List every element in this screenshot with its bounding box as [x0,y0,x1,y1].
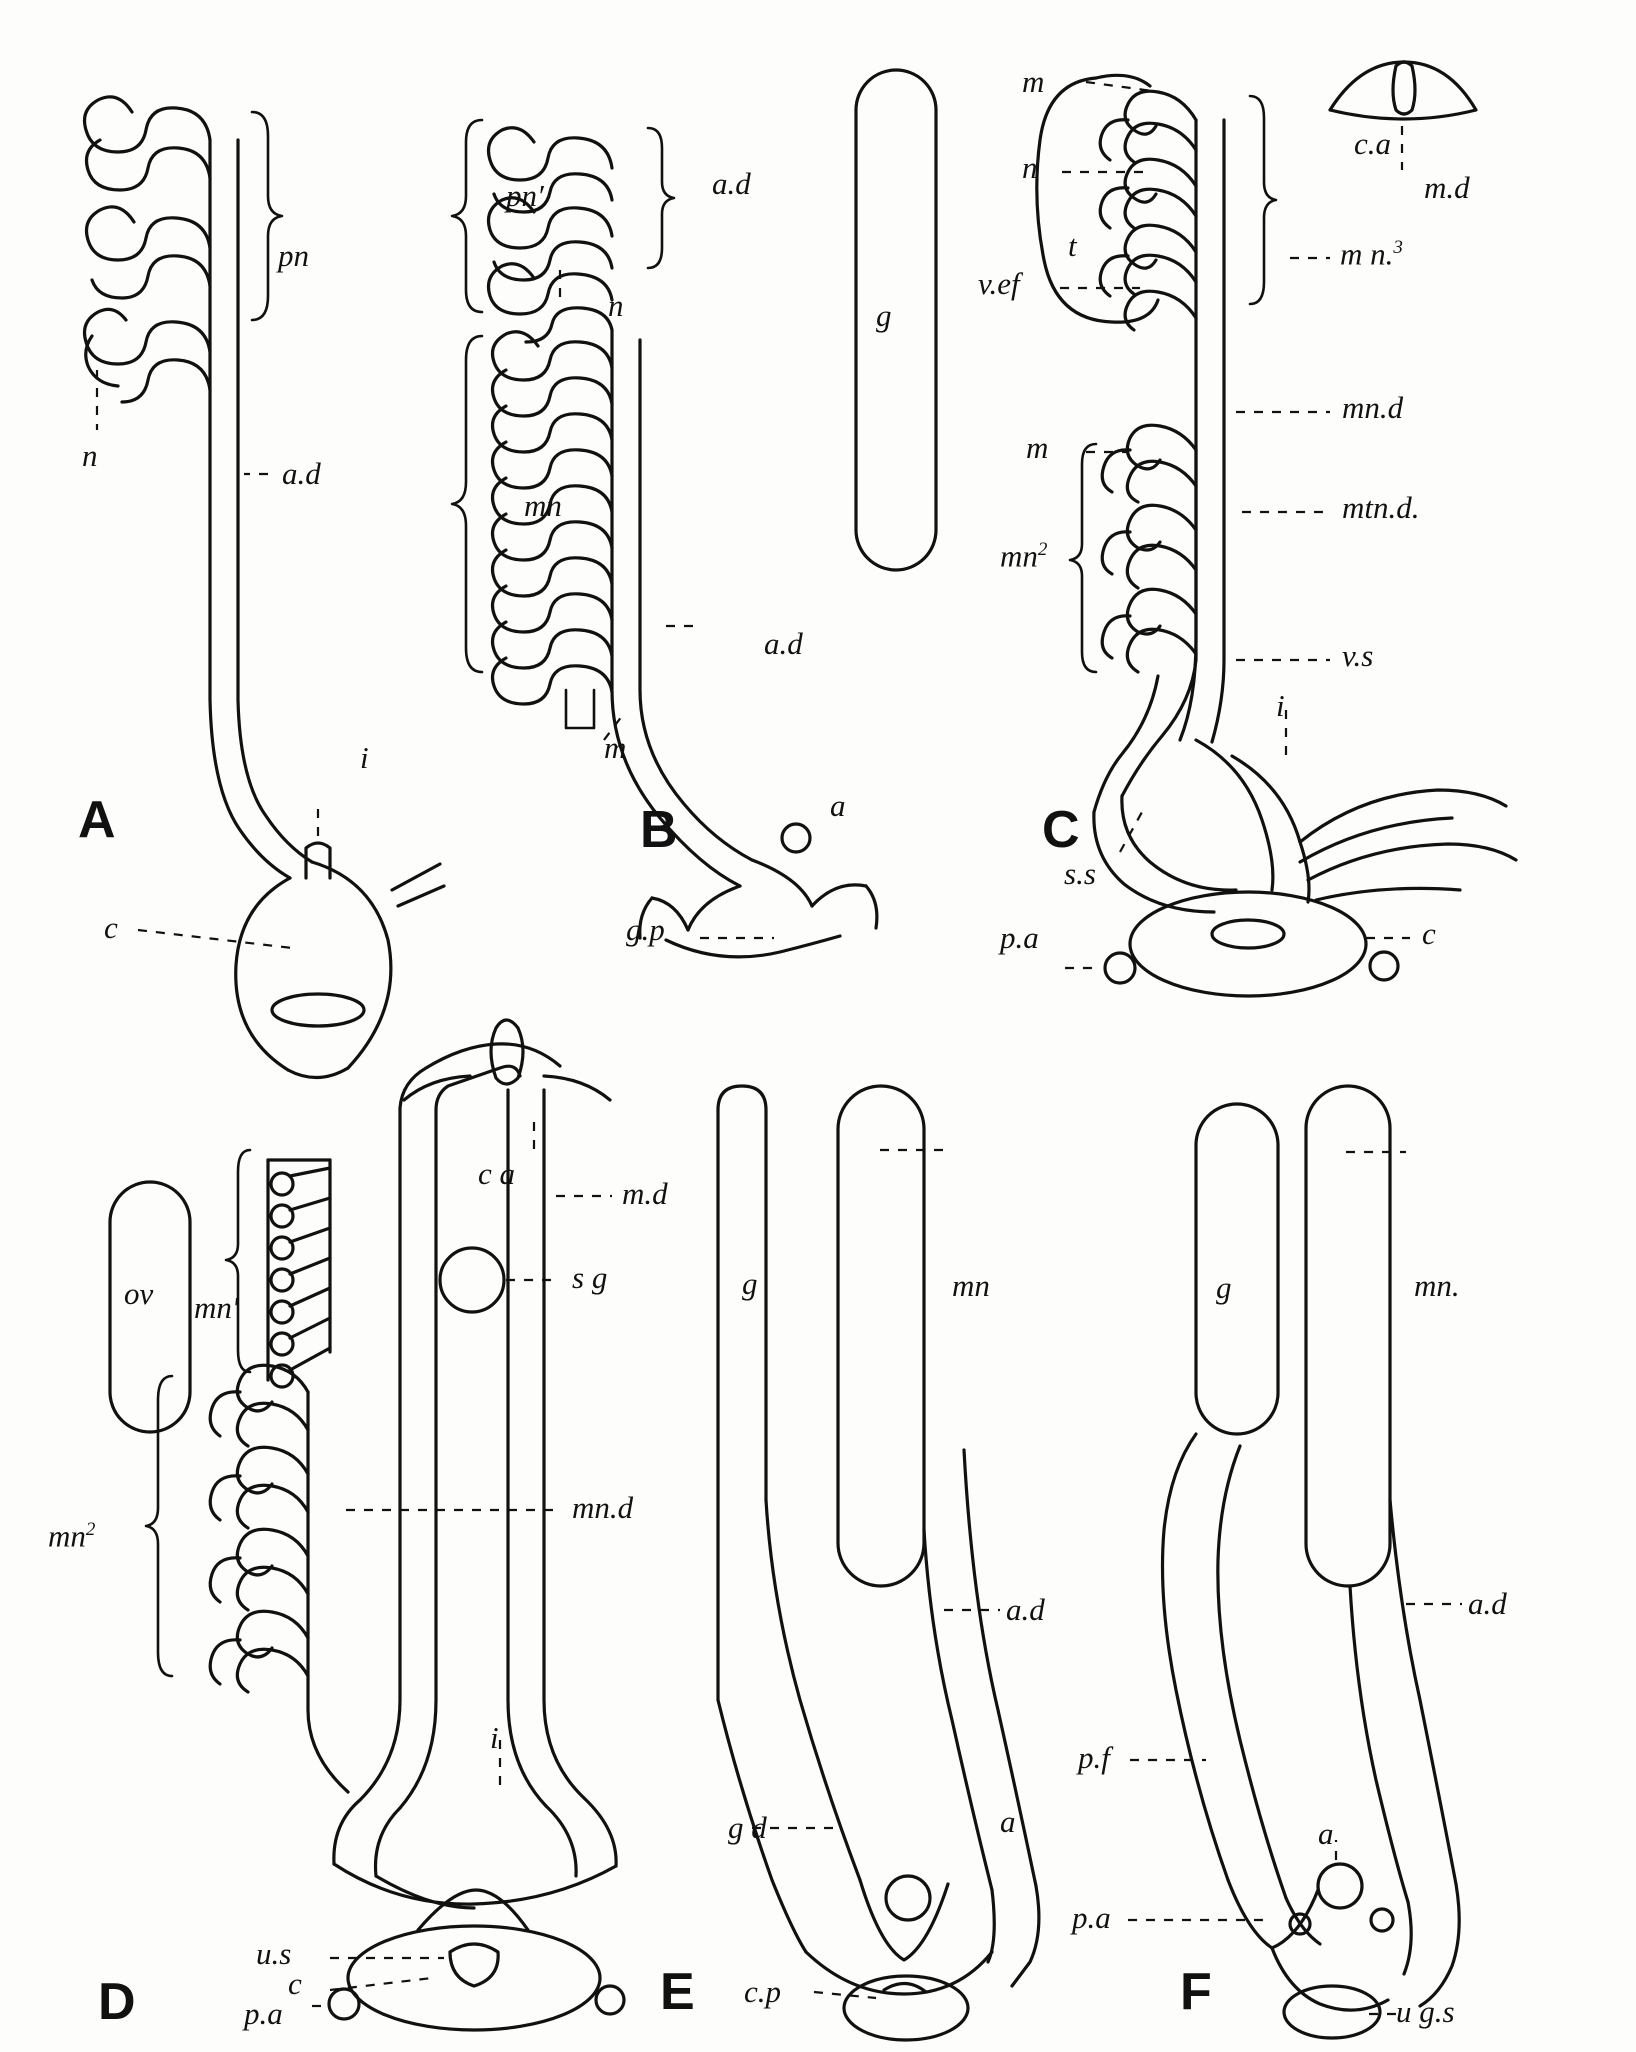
label-c-ca: c.a [1354,126,1392,161]
label-c-m-lower: m [1026,430,1049,465]
label-c-t: t [1068,228,1077,263]
label-c-mtnd: mtn.d. [1342,490,1420,525]
panel-a-drawing [85,97,445,1092]
label-a-i: i [360,740,369,775]
label-f-g: g [1216,1270,1232,1305]
panel-letter-e: E [660,1963,695,2021]
panel-letter-a: A [78,791,116,849]
panel-e-drawing [718,1086,1039,2040]
label-b-ad-lower: a.d [764,626,803,661]
panel-letter-d: D [98,1973,136,2031]
label-c-md: m.d [1424,170,1470,205]
panel-letter-c: C [1042,801,1080,859]
label-c-vef: v.ef [978,266,1020,301]
panel-letter-b: B [640,801,678,859]
label-a-ad: a.d [282,456,321,491]
label-c-m-upper: m [1022,64,1045,99]
label-f-pa: p.a [1072,1900,1111,1935]
label-a-c: c [104,910,118,945]
panel-f-drawing [1128,1086,1462,2038]
label-c-pa: p.a [1000,920,1039,955]
label-f-ad: a.d [1468,1586,1507,1621]
label-d-md: m.d [622,1176,668,1211]
label-b-a: a [830,788,846,823]
label-e-mn: mn [952,1268,990,1303]
label-c-ss: s.s [1064,856,1096,891]
label-a-n: n [82,438,98,473]
label-d-ca: c a [478,1156,516,1191]
label-d-sg: s g [572,1260,608,1295]
panel-letter-f: F [1180,1963,1212,2021]
label-c-mn2: $mn^2$ [1000,538,1048,574]
label-d-mn-prime: mn′ [194,1290,239,1325]
label-e-g: g [742,1266,758,1301]
label-d-us: u.s [256,1936,292,1971]
label-d-mnd: mn.d [572,1490,634,1525]
label-d-mn2: $mn^2$ [48,1518,96,1554]
label-e-a: a [1000,1804,1016,1839]
label-c-mn3: m n.$^3$ [1340,236,1403,272]
label-b-mn: mn [524,488,562,523]
label-c-mnd: mn.d [1342,390,1404,425]
label-f-mn: mn. [1414,1268,1460,1303]
label-b-m: m [604,730,627,765]
label-f-ugs: u g.s [1396,1994,1455,2029]
label-e-cp: c.p [744,1974,782,2009]
label-e-gd: g d [728,1810,767,1845]
label-c-vs: v.s [1342,638,1374,673]
label-b-pn-prime: pn′ [506,178,544,213]
label-c-c: c [1422,916,1436,951]
label-c-i: i [1276,688,1285,723]
label-b-gp: g.p [626,912,665,947]
label-f-a: a [1318,1816,1334,1851]
label-b-ad-upper: a.d [712,166,751,201]
panel-d-drawing [110,1020,624,2030]
label-e-ad: a.d [1006,1592,1045,1627]
label-d-pa: p.a [244,1996,283,2031]
label-b-n: n [608,288,624,323]
label-d-c: c [288,1966,302,2001]
label-c-n: n [1022,150,1038,185]
label-b-g: g [876,298,892,333]
label-d-ov: ov [124,1276,154,1311]
label-a-pn: pn [278,238,309,273]
label-d-i: i [490,1720,499,1755]
label-f-pf: p.f [1078,1740,1110,1775]
